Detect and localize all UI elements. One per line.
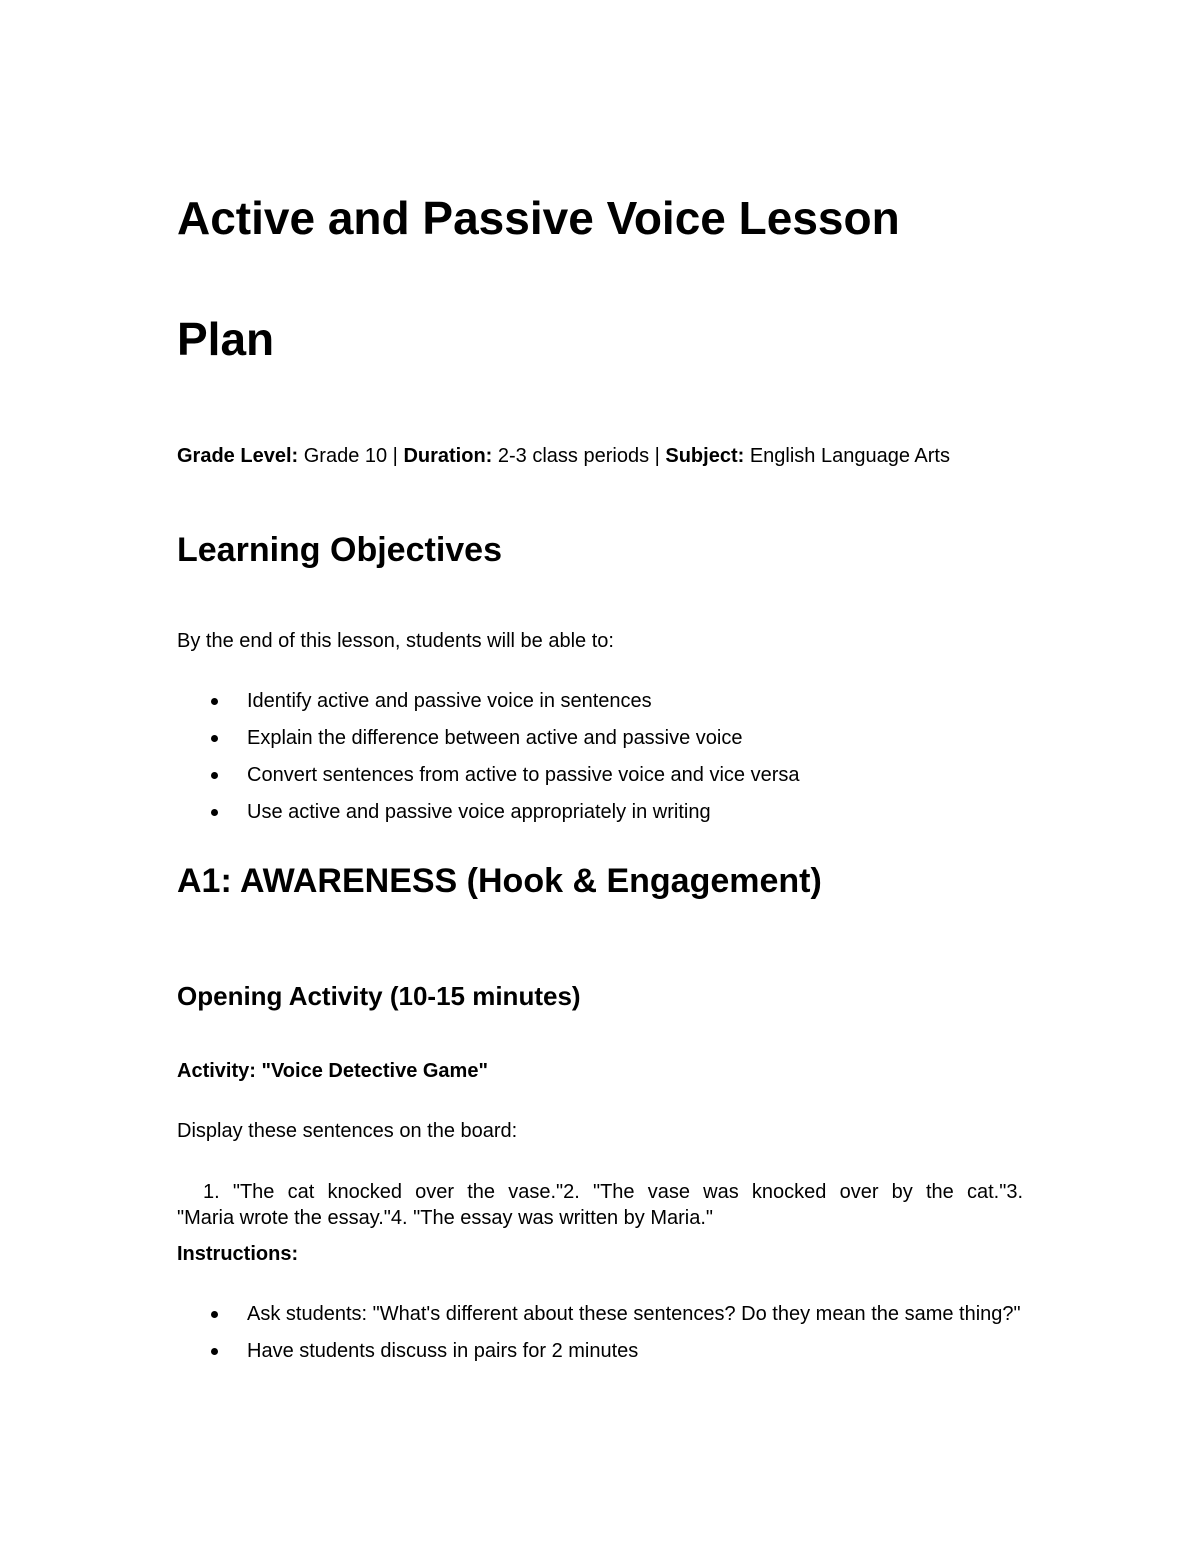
bullet-icon [211,698,218,705]
activity-label: Activity: "Voice Detective Game" [177,1060,488,1082]
grade-value: Grade 10 | [298,445,404,467]
list-item-text: Have students discuss in pairs for 2 minutes [247,1340,639,1362]
list-item-text: Ask students: "What's different about these sentences? Do they mean the same thing?" [247,1303,1021,1325]
awareness-heading: A1: AWARENESS (Hook & Engagement) [177,862,822,900]
document-title-line-2: Plan [177,313,275,365]
list-item [177,1301,1037,1327]
grade-label: Grade Level: [177,445,299,467]
list-item-text: Identify active and passive voice in sentences [247,690,652,712]
list-item-text: Use active and passive voice appropriately in writing [247,801,711,823]
instructions-list [177,1301,1037,1364]
lesson-meta [177,443,950,469]
list-item [177,799,799,836]
duration-value: 2-3 class periods | [492,445,666,467]
example-sentences-line-1: 1. "The cat knocked over the vase."2. "The vase was knocked over by the cat."3. [203,1181,1023,1203]
objectives-heading: Learning Objectives [177,531,502,569]
opening-activity-heading: Opening Activity (10-15 minutes) [177,981,581,1011]
example-sentences-line-2: "Maria wrote the essay."4. "The essay was written by Maria." [177,1207,713,1229]
objectives-list [177,688,799,836]
bullet-icon [211,1311,218,1318]
objectives-intro: By the end of this lesson, students will be able to: [177,630,614,652]
bullet-icon [211,772,218,779]
list-item-text: Convert sentences from active to passive voice and vice versa [247,764,800,786]
subject-value: English Language Arts [744,445,950,467]
bullet-icon [211,735,218,742]
list-item [177,725,799,762]
duration-label: Duration: [403,445,493,467]
list-item-text: Explain the difference between active and passive voice [247,727,743,749]
subject-label: Subject: [665,445,745,467]
display-instruction: Display these sentences on the board: [177,1120,518,1142]
bullet-icon [211,809,218,816]
instructions-label: Instructions: [177,1243,299,1265]
list-item [177,762,799,799]
list-item [177,688,799,725]
document-title-line-1: Active and Passive Voice Lesson [177,192,900,244]
list-item [177,1338,1037,1364]
bullet-icon [211,1348,218,1355]
